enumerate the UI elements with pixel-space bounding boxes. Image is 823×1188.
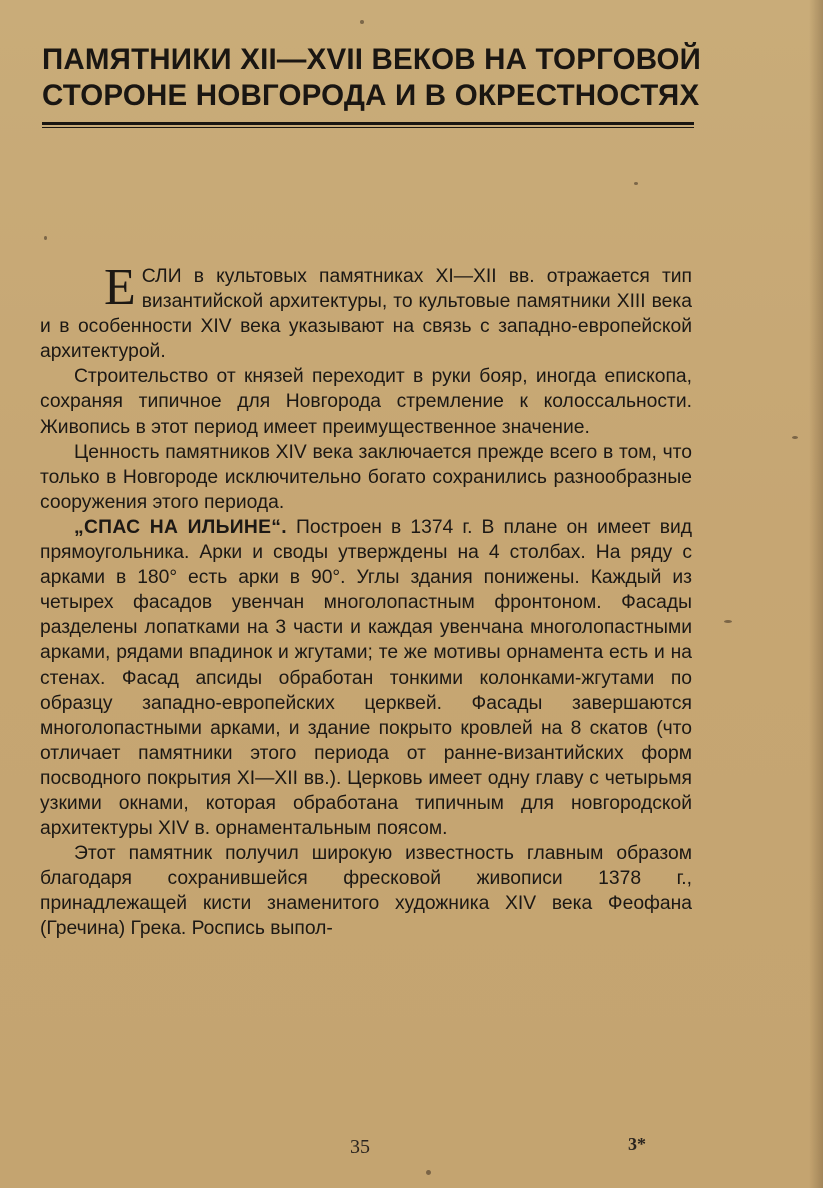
paragraph-4 — [40, 515, 692, 841]
paragraph-4-text: Построен в 1374 г. В плане он имеет вид прямоугольника. Арки и своды утверждены на 4 столбах. На ряду с арками в 180° есть арки в 90°. Углы здания понижены. Каждый из четырех фасадов увенчан многолопастным фронтоном. Фасады разделены лопатками на 3 части и каждая увенчана многолопастными арками, рядами впадинок и жгутами; те же мотивы орнамента есть и на стенах. Фасад апсиды обработан тонкими колонками-жгутами по образцу западно-европейских церквей. Фасады завершаются многолопастными арками, и здание покрыто кровлей на 8 скатов (что отличает памятники этого периода от ранне-византийских форм посводного покрытия XI—XII вв.). Церковь имеет одну главу с четырьмя узкими окнами, которая обработана типичным для новгородской архитектуры XIV в. орнаментальным поясом. — [40, 516, 693, 840]
paragraph-2: Строительство от князей переходит в руки бояр, иногда епископа, сохраняя типичное для Новгорода стремление к колоссальности. Живопись в этот период имеет преимущественное значение. — [40, 366, 692, 438]
page-edge-shadow — [809, 0, 823, 1188]
chapter-title-line2: СТОРОНЕ НОВГОРОДА И В ОКРЕСТНОСТЯХ — [42, 79, 700, 112]
drop-cap: Е — [104, 259, 136, 316]
page-number: 35 — [350, 1136, 370, 1158]
paragraph-1-text: СЛИ в культовых памятниках XI—XII вв. отражается тип византийской архитектуры, то культовые памятники XIII века и в особенности XIV века указывают на связь с западно-европейской архитектурой. — [40, 266, 692, 363]
signature-mark: 3* — [628, 1134, 646, 1154]
paper-speck — [360, 20, 364, 24]
body-text — [40, 259, 693, 942]
paper-speck — [792, 436, 798, 439]
chapter-header — [42, 42, 702, 128]
paper-speck — [426, 1170, 431, 1175]
paper-speck — [724, 620, 732, 623]
paper-speck — [634, 182, 638, 185]
paragraph-3: Ценность памятников XIV века заключается прежде всего в том, что только в Новгороде исключительно богато сохранились разнообразные сооружения этого периода. — [40, 441, 692, 513]
paragraph-1 — [40, 259, 692, 364]
section-heading-spas-na-iline: „СПАС НА ИЛЬИНЕ“. — [74, 516, 287, 538]
paragraph-5: Этот памятник получил широкую известность главным образом благодаря сохранившейся фресковой живописи 1378 г., принадлежащей кисти знаменитого художника XIV века Феофана (Гречина) Грека. Роспись выпол- — [40, 843, 692, 940]
chapter-title-line1: ПАМЯТНИКИ XII—XVII ВЕКОВ НА ТОРГОВОЙ — [42, 43, 702, 76]
title-rule — [42, 122, 694, 128]
chapter-title — [42, 42, 702, 114]
paper-speck — [44, 236, 47, 240]
